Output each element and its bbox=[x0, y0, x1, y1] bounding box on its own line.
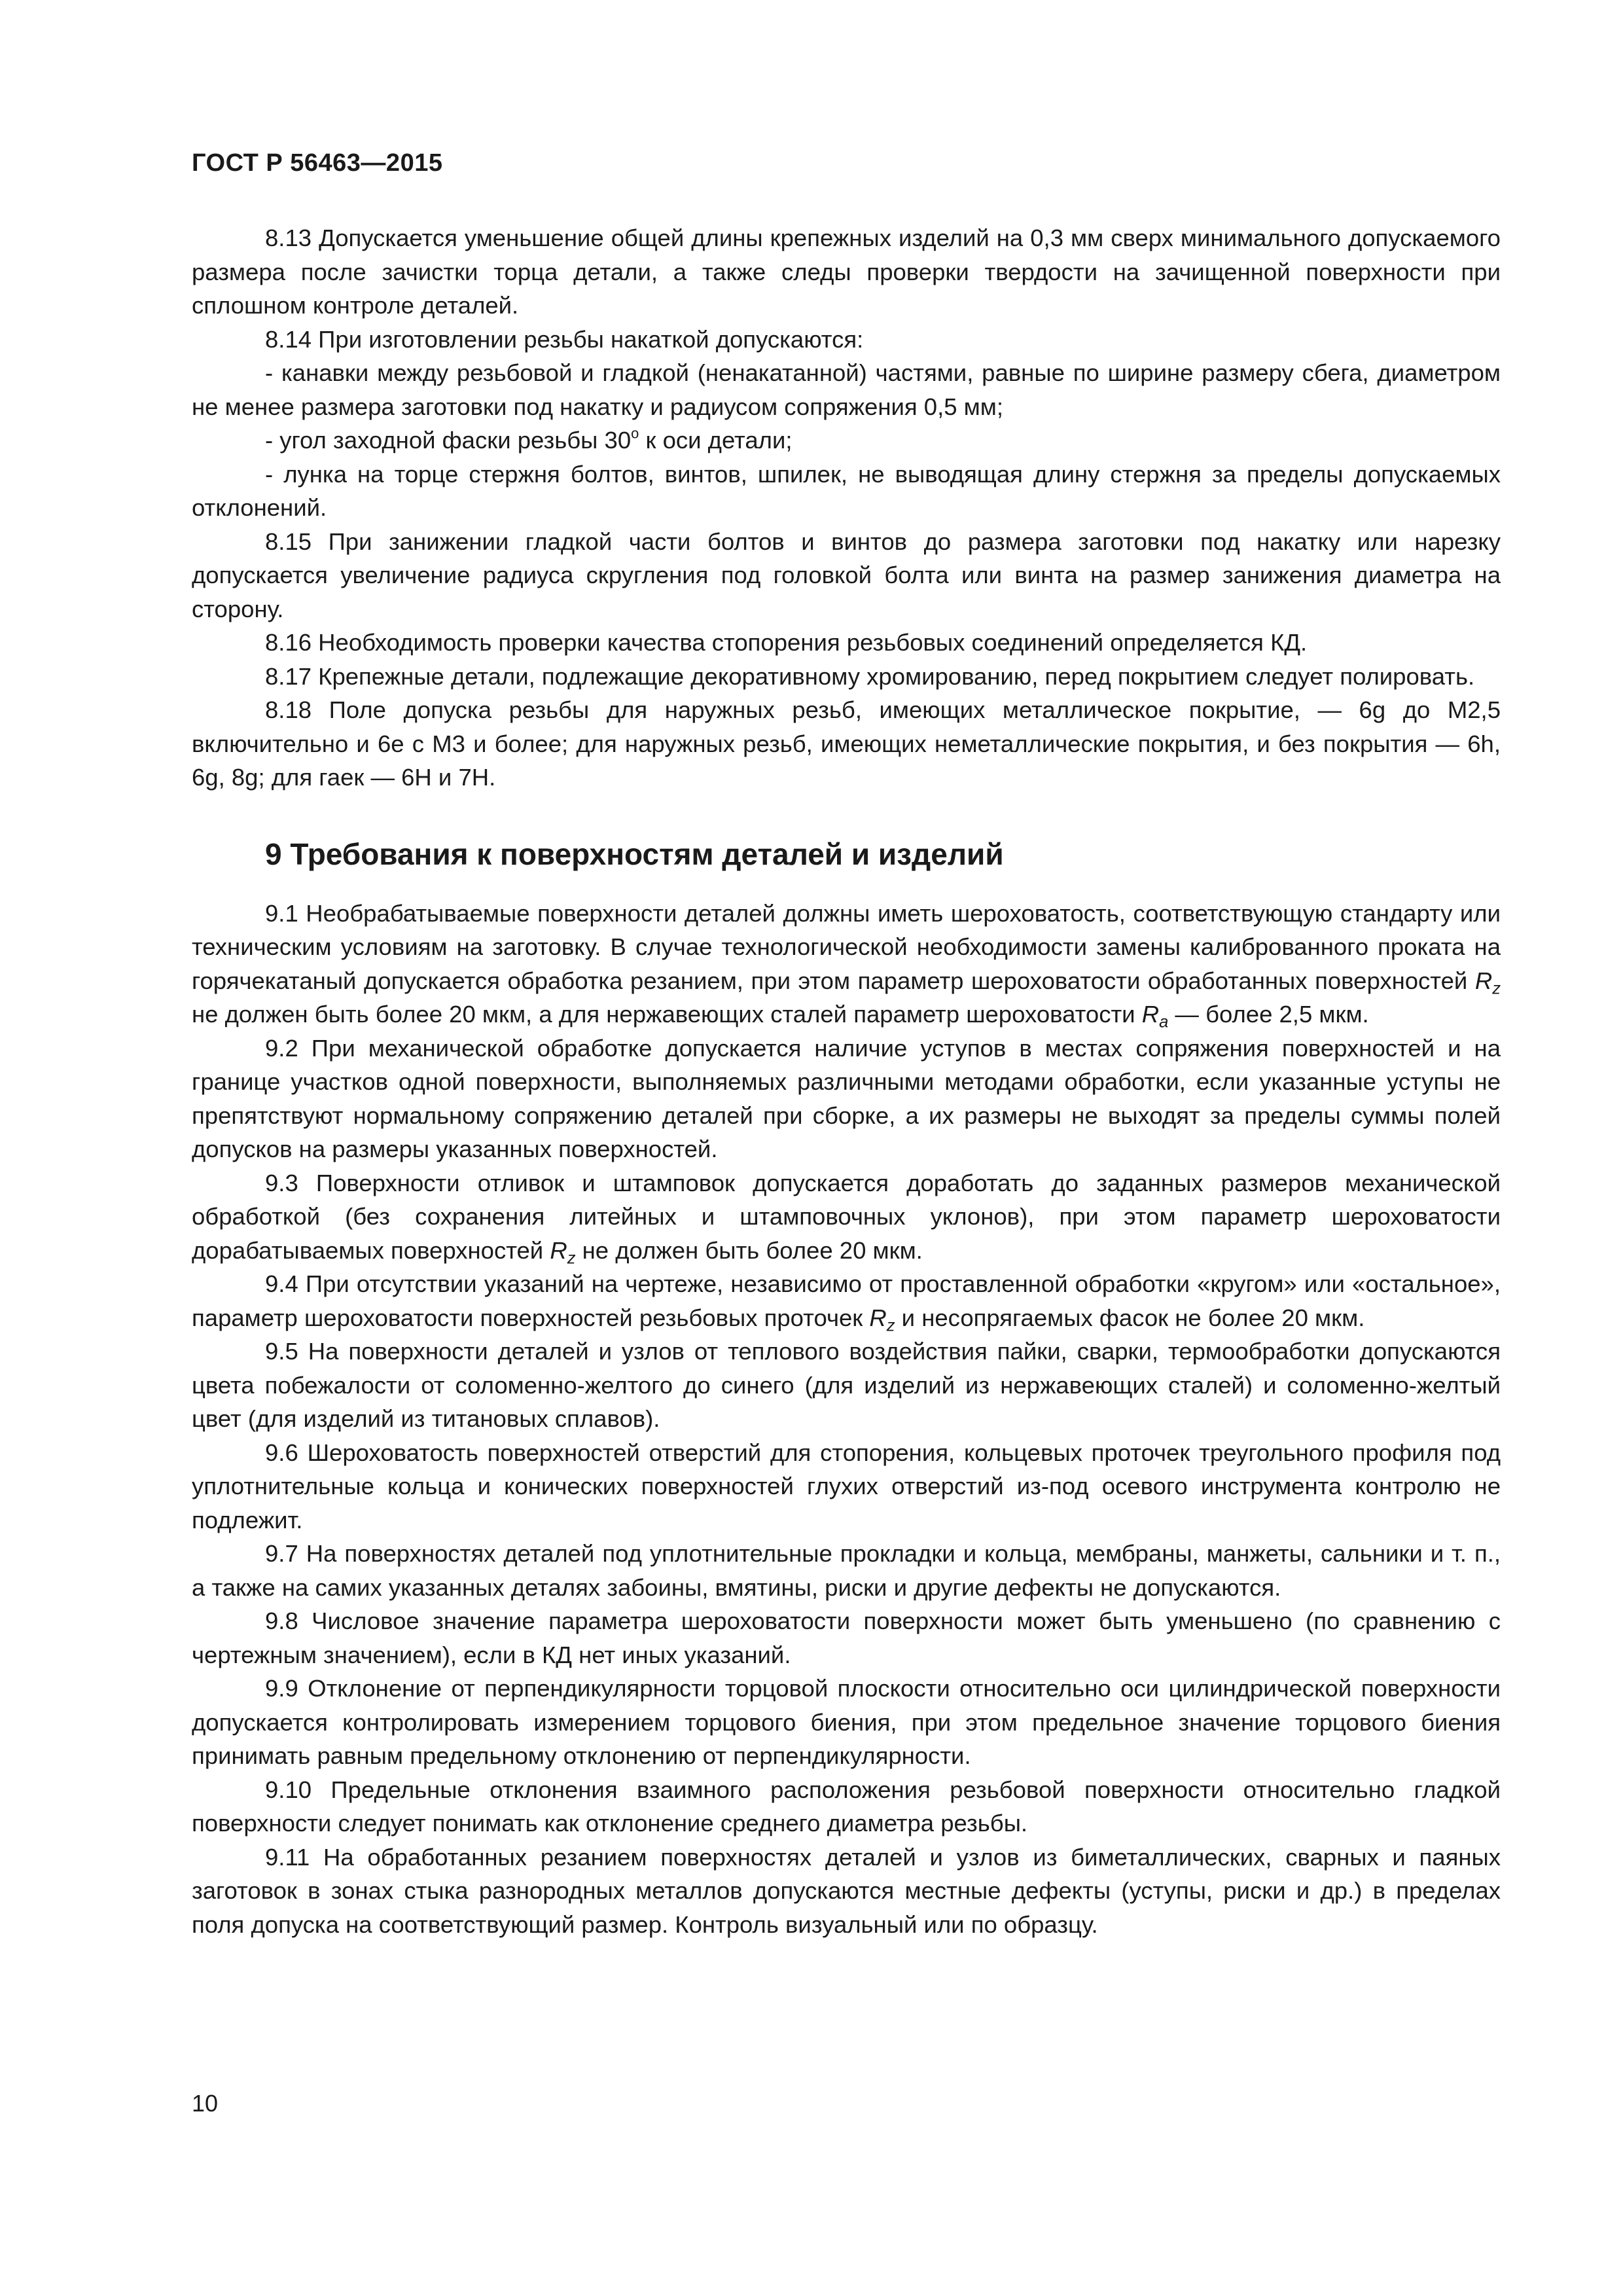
symbol-ra: $R_a$ bbox=[1141, 1001, 1169, 1031]
degree-symbol: о bbox=[631, 425, 639, 442]
paragraph-9-10: 9.10 Предельные отклонения взаимного расположения резьбовой поверхности относительно гладкой поверхности следует понимать как отклонение среднего диаметра резьбы. bbox=[192, 1776, 1501, 1837]
paragraph-8-15: 8.15 При занижении гладкой части болтов и винтов до размера заготовки под накатку или нарезку допускается увеличение радиуса скругления под головкой болта или винта на размер занижения диаметра на сторону. bbox=[192, 528, 1501, 622]
p9-4-text-b: и несопрягаемых фасок не более 20 мкм. bbox=[895, 1304, 1365, 1331]
paragraph-8-17: 8.17 Крепежные детали, подлежащие декоративному хромированию, перед покрытием следует полировать. bbox=[265, 662, 1475, 690]
p9-1-text-a: 9.1 Необрабатываемые поверхности деталей должны иметь шероховатость, соответствующую стандарту или техническим условиям на заготовку. В случае технологической необходимости замены калиброванного проката на горячекатаный допускается обработка резанием, при этом параметр шероховатости обработанных поверхностей bbox=[192, 899, 1501, 994]
paragraph-8-18: 8.18 Поле допуска резьбы для наружных резьб, имеющих металлическое покрытие, — 6g до М2,5 включительно и 6е с М3 и более; для наружных резьб, имеющих неметаллические покрытия, и без покрытия — 6h, 6g, 8g; для гаек — 6Н и 7Н. bbox=[192, 696, 1501, 791]
document-page bbox=[192, 0, 1501, 2296]
paragraph-9-2: 9.2 При механической обработке допускается наличие уступов в местах сопряжения поверхностей и на границе участков одной поверхности, выполняемых различными методами обработки, если указанные уступы не препятствуют нормальному сопряжению деталей при сборке, а их размеры не выходят за пределы суммы полей допусков на размеры указанных поверхностей. bbox=[192, 1034, 1501, 1162]
section-9-title: 9 Требования к поверхностям деталей и изделий bbox=[265, 836, 1004, 871]
paragraph-9-8: 9.8 Числовое значение параметра шероховатости поверхности может быть уменьшено (по сравнению с чертежным значением), если в КД нет иных указаний. bbox=[192, 1607, 1501, 1668]
document-body bbox=[192, 221, 1501, 1941]
paragraph-9-1 bbox=[192, 897, 1501, 1031]
document-code-header: ГОСТ Р 56463—2015 bbox=[192, 149, 443, 177]
paragraph-8-14-item-a: - канавки между резьбовой и гладкой (ненакатанной) частями, равные по ширине размеру сбега, диаметром не менее размера заготовки под накатку и радиусом сопряжения 0,5 мм; bbox=[192, 359, 1501, 420]
paragraph-9-9: 9.9 Отклонение от перпендикулярности торцовой плоскости относительно оси цилиндрической поверхности допускается контролировать измерением торцового биения, при этом предельное значение торцового биения принимать равным предельному отклонению от перпендикулярности. bbox=[192, 1675, 1501, 1769]
p9-3-text-b: не должен быть более 20 мкм. bbox=[575, 1236, 923, 1264]
paragraph-9-6: 9.6 Шероховатость поверхностей отверстий для стопорения, кольцевых проточек треугольного профиля под уплотнительные кольца и конических поверхностей глухих отверстий из-под осевого инструмента контролю не подлежит. bbox=[192, 1439, 1501, 1534]
paragraph-8-13: 8.13 Допускается уменьшение общей длины крепежных изделий на 0,3 мм сверх минимального допускаемого размера после зачистки торца детали, а также следы проверки твердости на зачищенной поверхности при сплошном контроле деталей. bbox=[192, 224, 1501, 319]
p9-3-text-a: 9.3 Поверхности отливок и штамповок допускается доработать до заданных размеров механической обработкой (без сохранения литейных и штамповочных уклонов), при этом параметр шероховатости дорабатываемых поверхностей bbox=[192, 1169, 1501, 1264]
paragraph-8-14-item-b bbox=[192, 423, 1501, 457]
paragraph-8-14: 8.14 При изготовлении резьбы накаткой допускаются: bbox=[265, 325, 864, 353]
p9-1-text-c: — более 2,5 мкм. bbox=[1168, 1001, 1369, 1028]
paragraph-8-16: 8.16 Необходимость проверки качества стопорения резьбовых соединений определяется КД. bbox=[265, 629, 1308, 656]
paragraph-9-4 bbox=[192, 1267, 1501, 1335]
paragraph-9-5: 9.5 На поверхности деталей и узлов от теплового воздействия пайки, сварки, термообработки допускаются цвета побежалости от соломенно-желтого до синего (для изделий из нержавеющих сталей) и соломенно-желтый цвет (для изделий из титановых сплавов). bbox=[192, 1338, 1501, 1432]
symbol-rz: $R_z$ bbox=[869, 1304, 895, 1335]
paragraph-9-7: 9.7 На поверхностях деталей под уплотнительные прокладки и кольца, мембраны, манжеты, сальники и т. п., а также на самих указанных деталях забоины, вмятины, риски и другие дефекты не допускаются. bbox=[192, 1540, 1501, 1601]
symbol-rz: $R_z$ bbox=[550, 1236, 576, 1268]
symbol-rz: $R_z$ bbox=[1474, 967, 1501, 998]
item-b-text-post: к оси детали; bbox=[639, 427, 793, 454]
paragraph-8-14-item-c: - лунка на торце стержня болтов, винтов, шпилек, не выводящая длину стержня за пределы допускаемых отклонений. bbox=[192, 460, 1501, 521]
page-number: 10 bbox=[192, 2090, 219, 2117]
paragraph-9-3 bbox=[192, 1166, 1501, 1268]
p9-4-text-a: 9.4 При отсутствии указаний на чертеже, независимо от проставленной обработки «кругом» или «остальное», параметр шероховатости поверхностей резьбовых проточек bbox=[192, 1270, 1501, 1331]
item-b-text-pre: - угол заходной фаски резьбы 30 bbox=[265, 427, 632, 454]
p9-1-text-b: не должен быть более 20 мкм, а для нержавеющих сталей параметр шероховатости bbox=[192, 1001, 1142, 1028]
paragraph-9-11: 9.11 На обработанных резанием поверхностях деталей и узлов из биметаллических, сварных и паяных заготовок в зонах стыка разнородных металлов допускаются местные дефекты (уступы, риски и др.) в пределах поля допуска на соответствующий размер. Контроль визуальный или по образцу. bbox=[192, 1843, 1501, 1938]
